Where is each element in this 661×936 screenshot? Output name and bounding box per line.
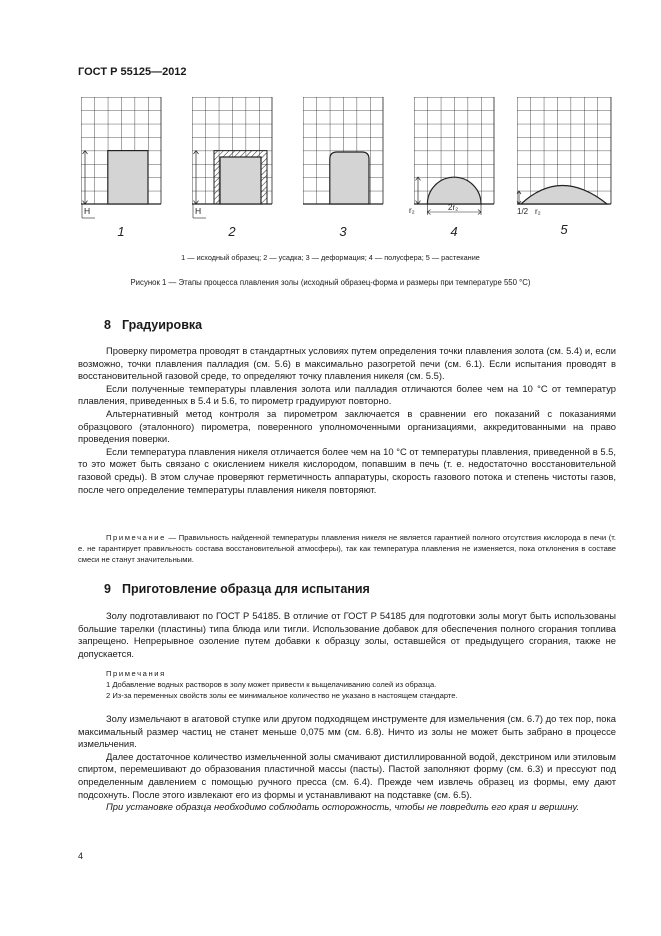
page-number: 4 — [78, 851, 84, 861]
stage-5-panel — [517, 97, 611, 204]
paragraph: Если температура плавления никеля отличается более чем на 10 °С от температуры плавления, приведенной в 5.5, то это может быть связано с окислением никеля кислородом, попавшим в печь (т. е. недостаточно восстановительной газовой среды). В этом случае проверяют герметичность аппаратуры, скорость газового потока и степень чистоты газов, после чего определение температуры плавления никеля повторяют. — [78, 445, 616, 495]
stage-2-panel — [192, 97, 272, 218]
stage-3-panel — [303, 97, 383, 204]
section-9-title: Приготовление образца для испытания — [122, 582, 370, 596]
figure-legend: 1 — исходный образец; 2 — усадка; 3 — деформация; 4 — полусфера; 5 — растекание — [181, 253, 480, 262]
dim-r2-5: r₂ — [535, 207, 541, 216]
section-8-body — [78, 345, 616, 496]
italic-paragraph: При установке образца необходимо соблюдать осторожность, чтобы не повредить его края и вершину. — [106, 801, 580, 813]
document-header: ГОСТ Р 55125—2012 — [78, 66, 187, 78]
note-text: — Правильность найденной температуры плавления никеля не является гарантией полного отсутствия кислорода в печи (т. е. не гарантирует правильность состава восстановительной атмосферы), так как температура плавления не изменяется, пока отклонения в составе смеси не станут значительными. — [78, 533, 616, 564]
paragraph: Проверку пирометра проводят в стандартных условиях путем определения точки плавления золота (см. 5.4) и, если возможно, точки плавления палладия (см. 5.6) в максимально разогретой печи (см. 6.1). Если испытания проводят в восстановительной газовой среде, то определяют точку плавления никеля (см. 5.5). — [78, 345, 616, 382]
paragraph: Золу подготавливают по ГОСТ Р 54185. В отличие от ГОСТ Р 54185 для подготовки золы могут быть использованы большие тарелки (пластины) типа блюда или тигли. Использование добавок для обеспечения полного сгорания топлива запрещено. Непрерывное озоление путем добавки к образцу золы, оставшейся от предыдущего сгорания, также не допускается. — [78, 610, 616, 659]
section-9-notes — [78, 668, 616, 701]
section-9-heading — [104, 582, 370, 596]
note-item: 2 Из-за переменных свойств золы ее минимальное количество не указано в настоящем стандарте. — [106, 691, 458, 700]
section-9-body — [78, 713, 616, 814]
paragraph: Альтернативный метод контроля за пирометром заключается в сравнении его показаний с показаниями образцового (эталонного) пирометра, поверенного уполномоченными организациями, аккредитованными на право проведения поверки. — [78, 407, 616, 445]
paragraph: Далее достаточное количество измельченной золы смачивают дистиллированной водой, декстрином или этиловым спиртом, перемешивают до образования пластичной массы (пасты). Пастой заполняют форму (см. 6.3) и прессуют под определенным давлением с помощью ручного пресса (см. 6.4). Прежде чем извлечь образец из формы, ему дают подсохнуть. После этого извлекают его из формы и устанавливают на подставке (см. 6.5). — [78, 750, 616, 800]
stage-1-panel — [81, 97, 161, 218]
section-9-intro — [78, 610, 616, 660]
stage-label-2: 2 — [228, 224, 236, 239]
melting-stages-figure — [68, 92, 628, 242]
section-8-title: Градуировка — [122, 318, 203, 332]
dim-half: 1/2 — [517, 207, 529, 216]
stage-label-3: 3 — [339, 224, 347, 239]
stage-label-4: 4 — [450, 224, 458, 239]
section-8-note — [78, 532, 616, 565]
paragraph: Если полученные температуры плавления золота или палладия отличаются более чем на 10 °С от температур плавления, приведенных в 5.4 и 5.6, то пирометр градуируют повторно. — [78, 382, 616, 407]
paragraph: Золу измельчают в агатовой ступке или другом подходящем инструменте для измельчения (см. 6.7) до тех пор, пока максимальный размер частиц не станет меньше 0,075 мм (см. 6.8). Ничто из золы не может быть забрано в процессе измельчения. — [78, 713, 616, 750]
section-8-heading — [104, 318, 202, 332]
dim-h-1: H — [84, 206, 91, 216]
dim-2r2: 2r₂ — [448, 203, 459, 212]
note-item: 1 Добавление водных растворов в золу может привести к выщелачиванию солей из образца. — [106, 680, 437, 689]
section-9-number: 9 — [104, 582, 111, 596]
section-8-number: 8 — [104, 318, 111, 332]
notes-label: Примечания — [106, 669, 166, 678]
stage-label-5: 5 — [560, 222, 568, 237]
stage-label-1: 1 — [117, 224, 125, 239]
dim-r2-4: r₂ — [409, 206, 415, 215]
stage-4-panel — [414, 97, 494, 215]
note-label: Примечание — [106, 533, 166, 542]
dim-h-2: H — [195, 206, 202, 216]
figure-caption: Рисунок 1 — Этапы процесса плавления золы (исходный образец-форма и размеры при температуре 550 °С) — [130, 278, 531, 287]
